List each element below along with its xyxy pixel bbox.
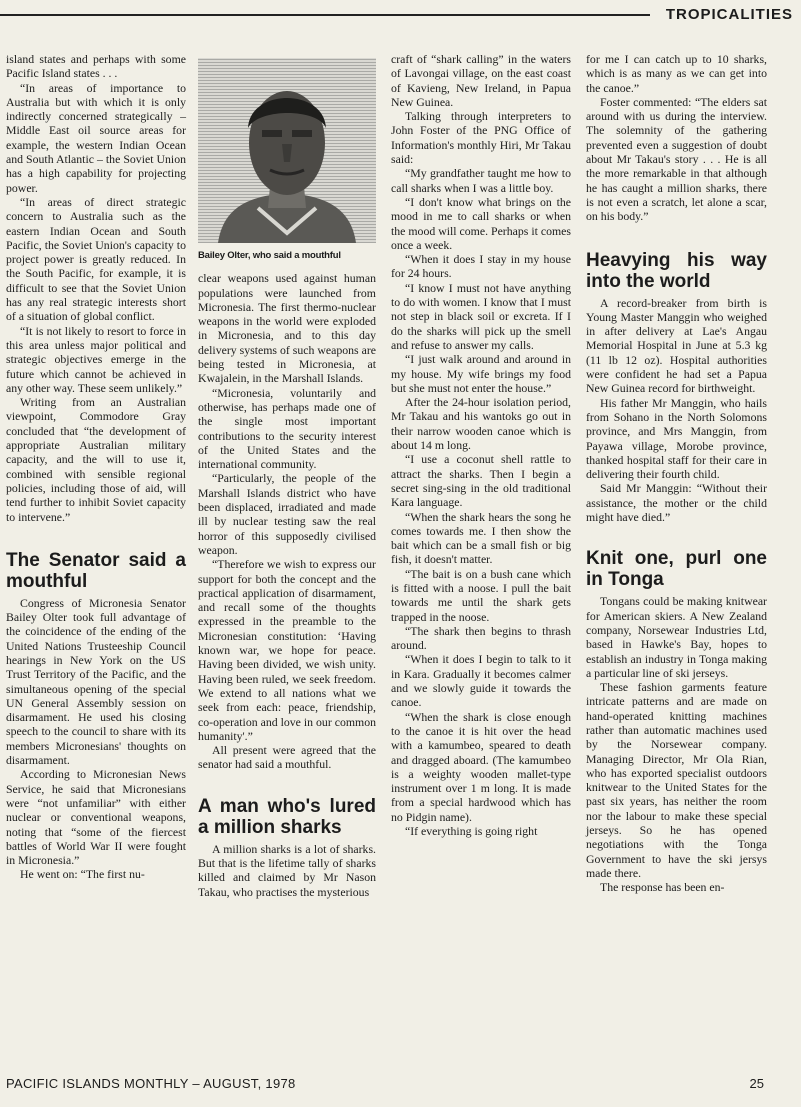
column-4 (586, 52, 767, 895)
publication-footer: PACIFIC ISLANDS MONTHLY – AUGUST, 1978 (6, 1076, 296, 1091)
paragraph: “When the shark hears the song he comes towards me. I then show the bait which can be a small fish or big fish, it doesn't matter. (391, 509, 571, 567)
paragraph: “I know I must not have anything to do with women. I know that I must not step in black soil or excreta. If I do the sharks will pick up the smell and refuse to answer my calls. (391, 280, 571, 352)
paragraph: All present were agreed that the senator had said a mouthful. (198, 743, 376, 772)
paragraph: His father Mr Manggin, who hails from Sohano in the North Solomons province, and Mrs Manggin, from Payawa village, Morobe province, thanked hospital staff for their care in delivering their fourth child. (586, 395, 767, 482)
paragraph: “The bait is on a bush cane which is fitted with a noose. I pull the bait towards me until the shark gets trapped in the noose. (391, 566, 571, 624)
portrait-illustration (198, 58, 376, 243)
paragraph: “The shark then begins to thrash around. (391, 623, 571, 653)
paragraph: “In areas of direct strategic concern to Australia such as the eastern Indian Ocean and South Pacific, the Soviet Union's capacity to project power is greatly reduced. In the South Pacific, for example, it is difficult to see that the Soviet Union has any real strategic interests short of a situation of global conflict. (6, 194, 186, 324)
paragraph: These fashion garments feature intricate patterns and are made on hand-operated knitting machines rather than automatic machines used by the Norsewear company. Managing Director, Mr Ola Rian, who has exported specialist outdoors knitwear to the United States for the past six years, has neither the room nor the labour to make these special jerseys. So he has opened negotiations with the Tonga Government to have the ski jersys made there. (586, 680, 767, 880)
paragraph: Foster commented: “The elders sat around with us during the interview. The solemnity of the gathering prevented even a suggestion of doubt about Mr Takau's story . . . He is all the more remarkable in that although he has caught a million sharks, there is not even a scratch, let alone a scar, on his body.” (586, 94, 767, 224)
photo-caption: Bailey Olter, who said a mouthful (198, 250, 341, 261)
paragraph: “I don't know what brings on the mood in me to call sharks or when the mood will come. Perhaps it comes once a week. (391, 194, 571, 252)
paragraph: “Micronesia, voluntarily and otherwise, has perhaps made one of the single most important contributions to the security interest of the United States and the international community. (198, 385, 376, 472)
paragraph: Tongans could be making knitwear for American skiers. A New Zealand company, Norsewear Industries Ltd, based in Hawke's Bay, hopes to establish an industry in Tonga making a particular line of ski jerseys. (586, 594, 767, 680)
header-rule (0, 14, 650, 16)
paragraph: Said Mr Manggin: “Without their assistance, the mother or the child might have died.” (586, 481, 767, 525)
paragraph: Congress of Micronesia Senator Bailey Olter took full advantage of the coincidence of the ending of the United Nations Trusteeship Council hearings in New York on the US Trust Territory of the Pacific, and the simultaneous opening of the special UN General Assembly session on disarmament. He used his closing speech to the council to share with its members Micronesians' thoughts on disarmament. (6, 595, 186, 768)
section-title: TROPICALITIES (665, 6, 793, 23)
paragraph: “When it does I begin to talk to it in Kara. Gradually it becomes calmer and we slowly guide it towards the canoe. (391, 652, 571, 710)
paragraph: The response has been en- (600, 880, 725, 895)
paragraph: A record-breaker from birth is Young Master Manggin who weighed in after delivery at Lae's Angau Memorial Hospital in June at 5.3 kg (11 lb 12 oz). Hospital authorities were confident he had set a Papua New Guinea record for birthweight. (586, 295, 767, 396)
headline-senator: The Senator said a mouthful (6, 549, 186, 592)
paragraph: clear weapons used against human populations were launched from Micronesia. The first thermo-nuclear weapons in the world were exploded in Micronesia, and to this day delivery systems of such weapons are being tested in Micronesia, at Kwajalein, in the Marshall Islands. (198, 271, 376, 386)
headline-heavying: Heavying his way into the world (586, 249, 767, 292)
paragraph: “If everything is going right (405, 824, 538, 839)
column-2 (198, 58, 376, 899)
paragraph: for me I can catch up to 10 sharks, which is as many as we can get into the canoe.” (586, 52, 767, 95)
paragraph: “Particularly, the people of the Marshall Islands district who have been displaced, irradiated and made ill by nuclear testing saw the real horror of this supposedly civilised weapon. (198, 471, 376, 557)
paragraph: “I use a coconut shell rattle to attract the sharks. Then I begin a secret sing-sing in the old traditional Kara language. (391, 452, 571, 510)
paragraph: “In areas of importance to Australia but with which it is only indirectly concerned strategically – Middle East oil source areas for example, the western Indian Ocean and South Atlantic – the Soviet Union has a high capability for projecting power. (6, 80, 186, 195)
headline-sharks: A man who's lured a million sharks (198, 795, 376, 838)
page-number: 25 (749, 1076, 764, 1091)
paragraph: “My grandfather taught me how to call sharks when I was a little boy. (391, 166, 571, 195)
paragraph: Writing from an Australian viewpoint, Commodore Gray concluded that “the development of appropriate Australian military capacity, and the will to use it, combined with sensible regional policies, including those of aid, will tend further to inhibit Soviet capacity to intervene.” (6, 395, 186, 524)
paragraph: Talking through interpreters to John Foster of the PNG Office of Information's monthly Hiri, Mr Takau said: (391, 109, 571, 167)
paragraph: “Therefore we wish to express our support for both the concept and the practical application of disarmament, and recall some of the thoughts expressed in the preamble to the Micronesian constitution: ‘Having known war, we hope for peace. Having been divided, we wish unity. Having been ruled, we seek freedom. We extend to all nations what we seek from each: peace, friendship, co-operation and love in our common humanity'.” (198, 557, 376, 743)
headline-knit: Knit one, purl one in Tonga (586, 548, 767, 591)
portrait-photo (198, 58, 376, 243)
paragraph: island states and perhaps with some Pacific Island states . . . (6, 52, 186, 81)
paragraph: He went on: “The first nu- (20, 867, 145, 882)
paragraph: After the 24-hour isolation period, Mr Takau and his wantoks go out in their narrow wooden canoe which is about 14 m long. (391, 395, 571, 453)
paragraph: “It is not likely to resort to force in this area unless major political and strategic objectives emerge in the future which cannot be achieved in any other way. These seem unlikely.” (6, 323, 186, 395)
paragraph: “When the shark is close enough to the canoe it is hit over the head with a kamumbeo, speared to death and dragged aboard. (The kamumbeo is a weighty wooden mallet-type instrument over 1 m long. It is made from a special hardwood which has no Pidgin name). (391, 709, 571, 824)
paragraph: “When it does I stay in my house for 24 hours. (391, 252, 571, 281)
paragraph: craft of “shark calling” in the waters of Lavongai village, on the east coast of Kavieng, New Ireland, in Papua New Guinea. (391, 52, 571, 109)
paragraph: According to Micronesian News Service, he said that Micronesians were “not unfamiliar” with either nuclear or conventional weapons, noting that “some of the fiercest battles of World War II were fought in Micronesia.” (6, 767, 186, 868)
column-1 (6, 52, 186, 882)
paragraph: “I just walk around and around in my house. My wife brings my food but she must not enter the house.” (391, 352, 571, 395)
column-3 (391, 52, 571, 838)
paragraph: A million sharks is a lot of sharks. But that is the lifetime tally of sharks killed and claimed by Mr Nason Takau, who practises the mysterious (198, 841, 376, 899)
